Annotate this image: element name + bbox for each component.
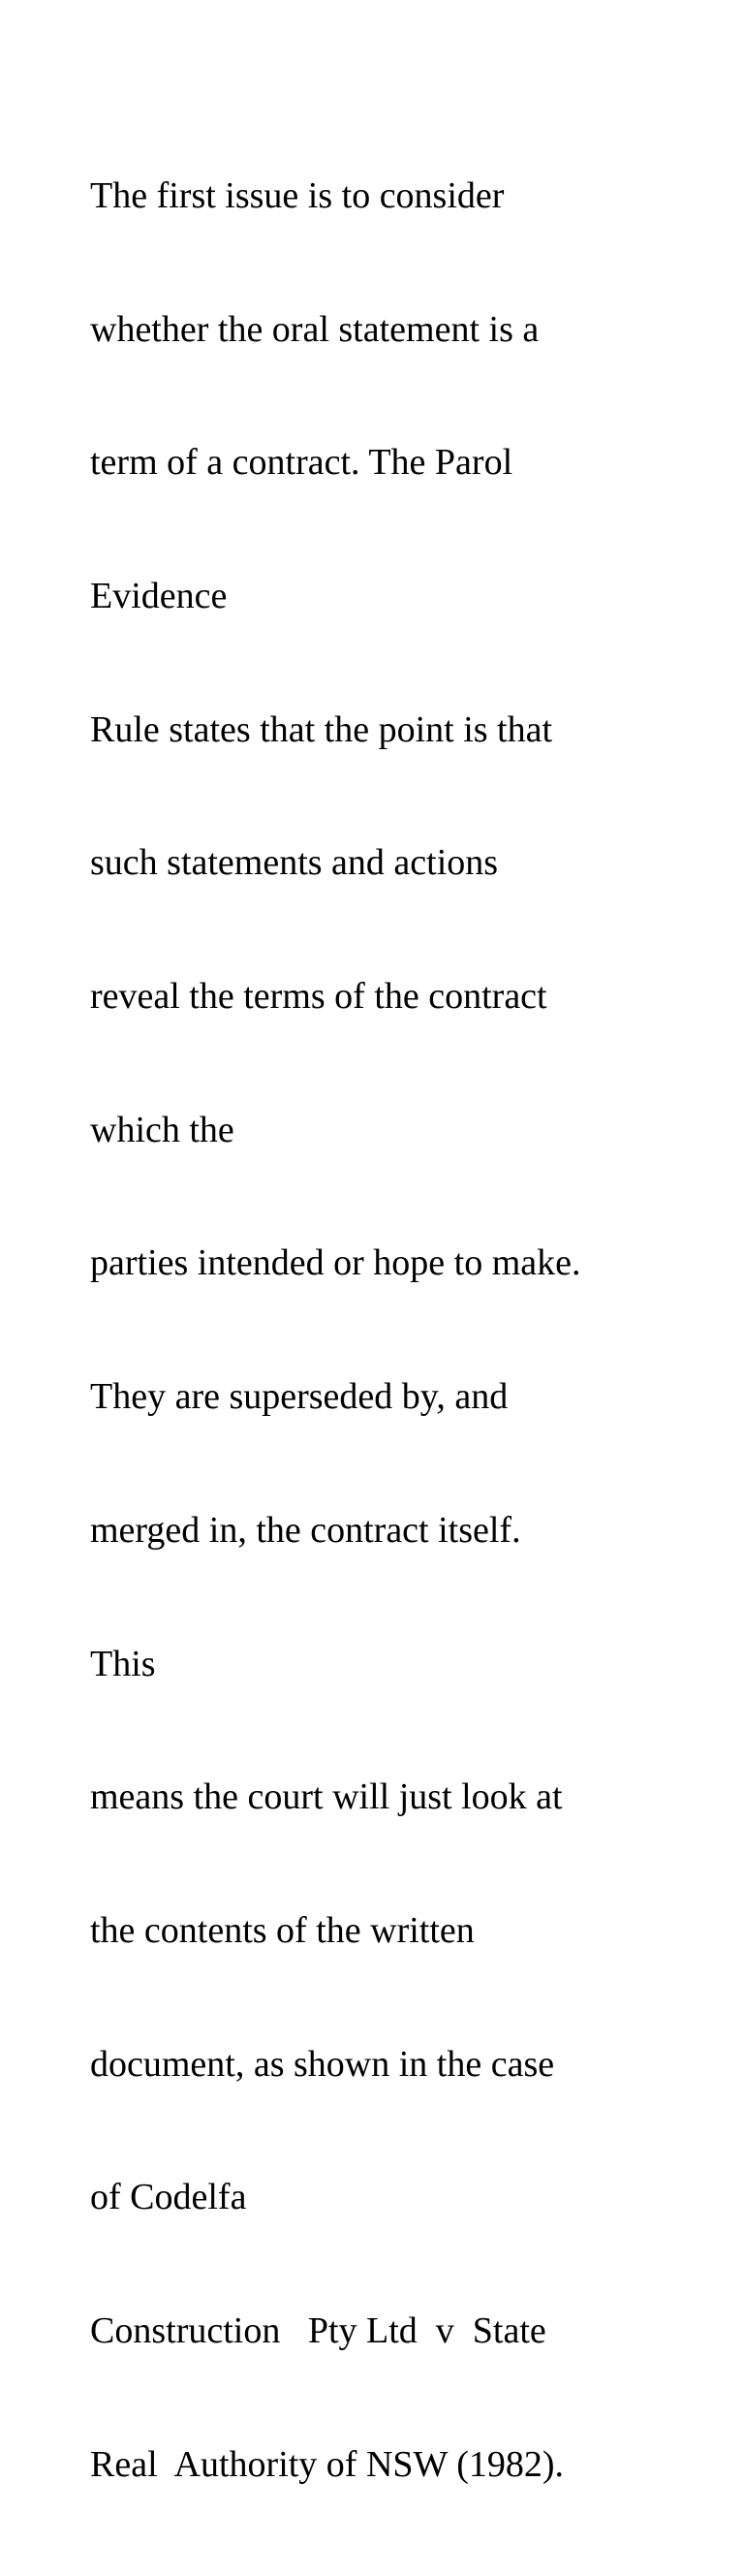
- text-line: This: [90, 1643, 156, 1684]
- text-line: They are superseded by, and: [90, 1376, 509, 1418]
- text-line: Construction Pty Ltd v State: [90, 2310, 546, 2352]
- text-line: Rule states that the point is that: [90, 708, 553, 750]
- text-line: reveal the terms of the contract: [90, 976, 547, 1018]
- text-line: which the: [90, 1109, 234, 1150]
- text-line: Evidence: [90, 575, 228, 616]
- text-line: of Codelfa: [90, 2177, 247, 2218]
- text-line: The first issue is to consider: [90, 174, 505, 216]
- text-line: parties intended or hope to make.: [90, 1242, 581, 1284]
- text-line: merged in, the contract itself.: [90, 1509, 521, 1551]
- text-line: document, as shown in the case: [90, 2043, 555, 2085]
- text-line: means the court will just look at: [90, 1776, 563, 1818]
- text-line: Real Authority of NSW (1982).: [90, 2443, 565, 2485]
- text-line: term of a contract. The Parol: [90, 442, 513, 484]
- text-line: whether the oral statement is a: [90, 308, 540, 350]
- text-line: such statements and actions: [90, 842, 499, 884]
- document-body-text: [90, 85, 710, 2576]
- text-line: the contents of the written: [90, 1909, 475, 1951]
